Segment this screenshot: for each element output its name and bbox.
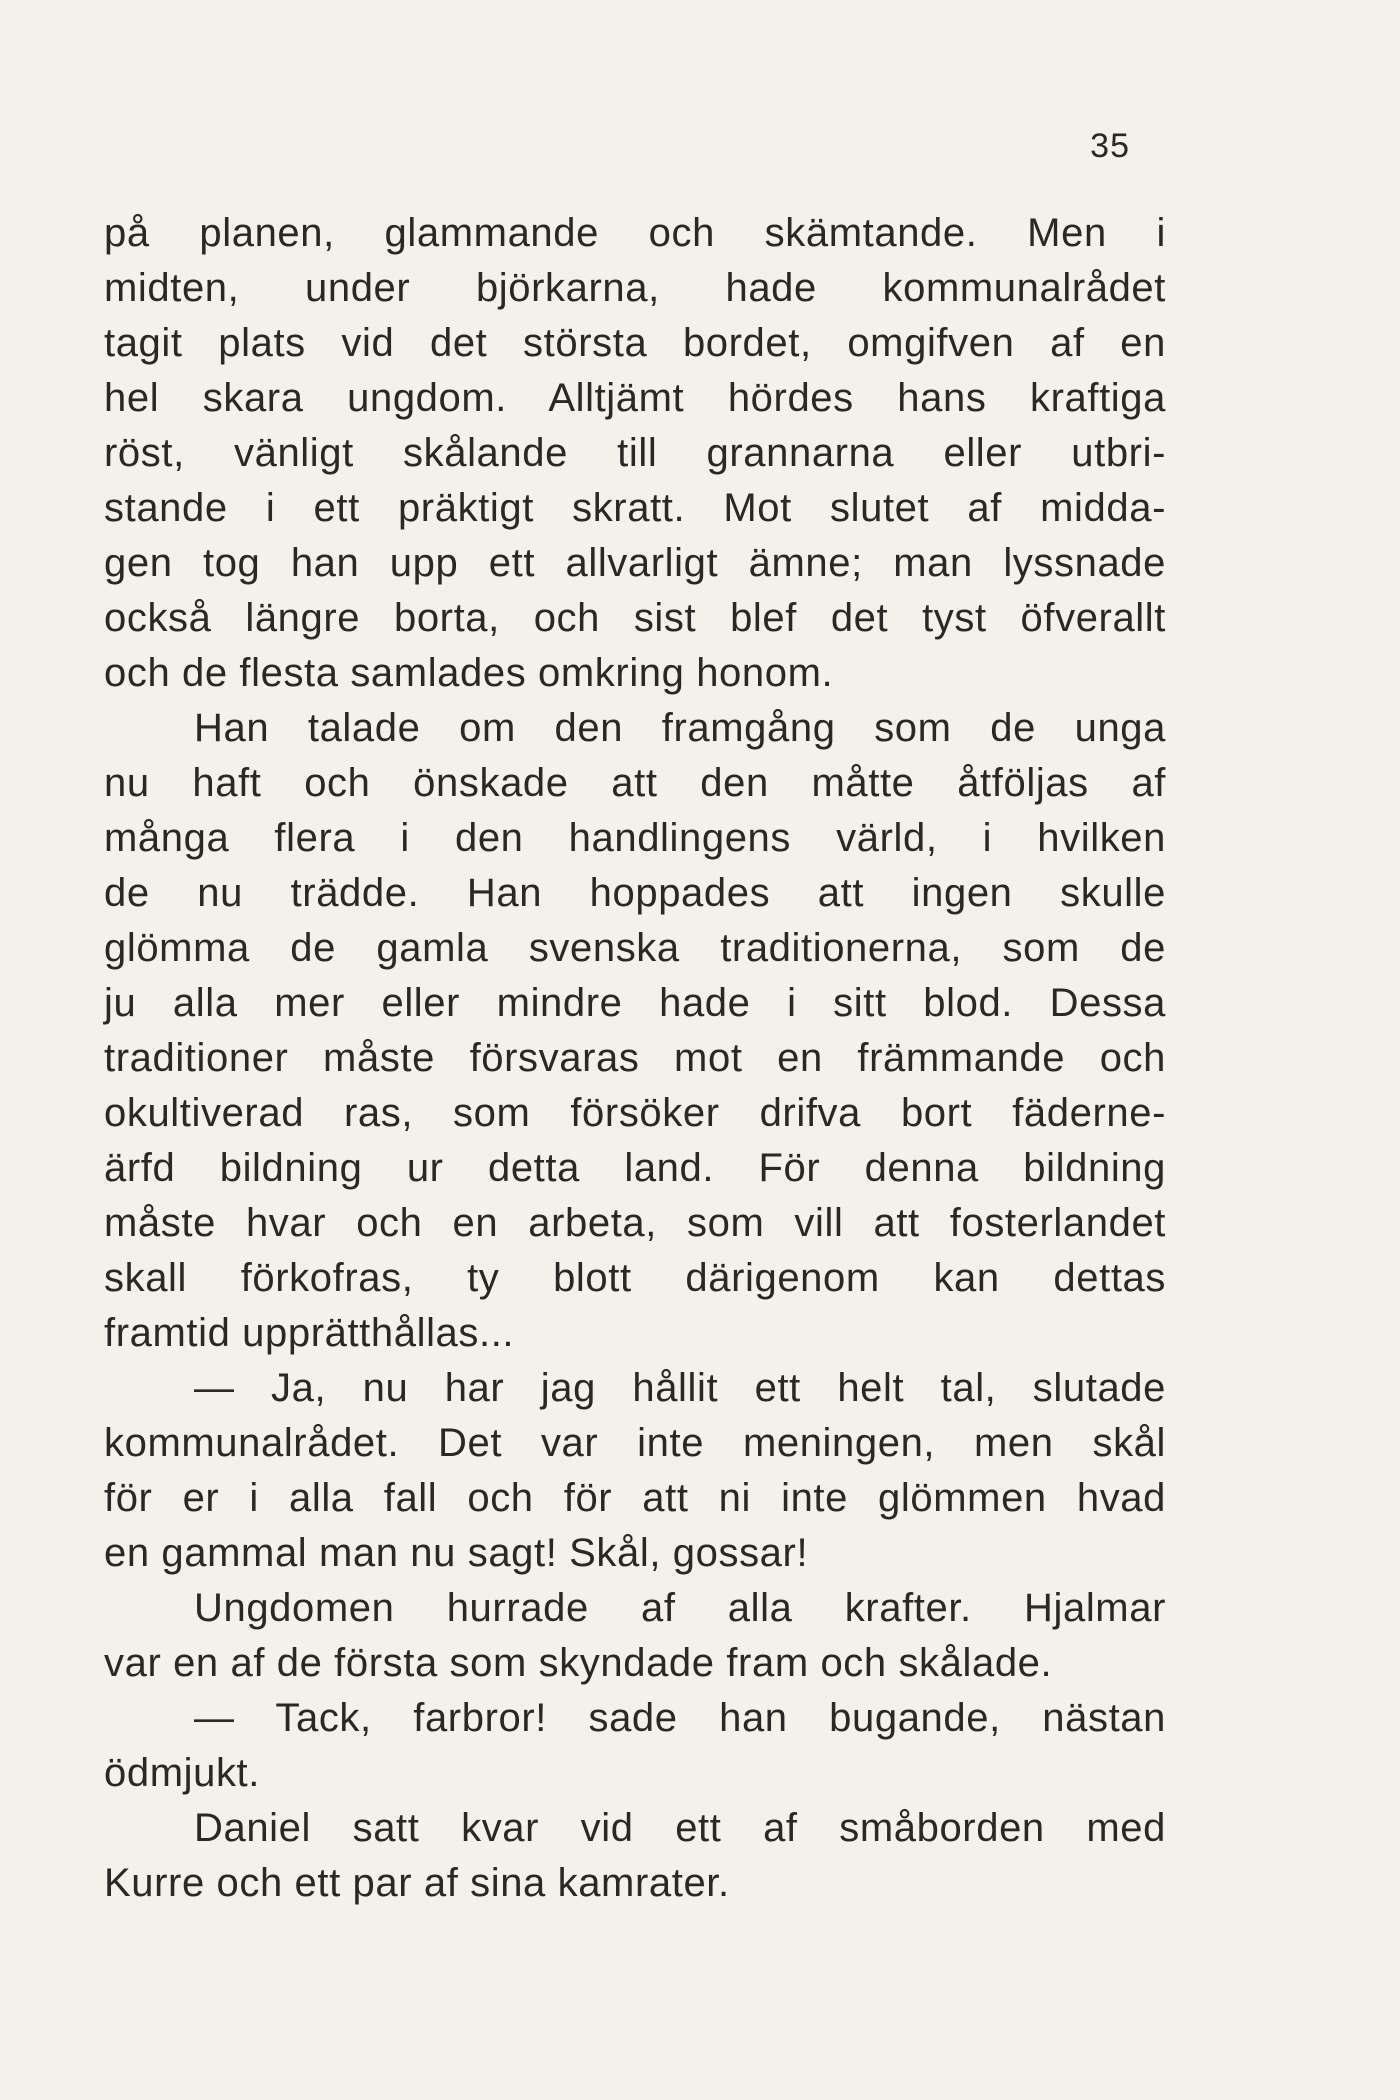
text-line: också längre borta, och sist blef det tyst öfverallt — [104, 596, 1166, 640]
text-line: och de flesta samlades omkring honom. — [104, 651, 834, 695]
text-line: ärfd bildning ur detta land. För denna bildning — [104, 1146, 1166, 1190]
text-line: Han talade om den framgång som de unga — [194, 706, 1166, 750]
body-text — [104, 206, 1166, 1911]
text-line: Kurre och ett par af sina kamrater. — [104, 1861, 730, 1905]
text-line: glömma de gamla svenska traditionerna, som de — [104, 926, 1166, 970]
text-line: för er i alla fall och för att ni inte glömmen hvad — [104, 1476, 1166, 1520]
text-line: hel skara ungdom. Alltjämt hördes hans kraftiga — [104, 376, 1166, 420]
text-line: gen tog han upp ett allvarligt ämne; man lyssnade — [104, 541, 1166, 585]
text-line: midten, under björkarna, hade kommunalrådet — [104, 266, 1166, 310]
text-line: många flera i den handlingens värld, i hvilken — [104, 816, 1166, 860]
text-line: — Ja, nu har jag hållit ett helt tal, slutade — [194, 1366, 1166, 1410]
text-line: stande i ett präktigt skratt. Mot slutet af midda- — [104, 486, 1166, 530]
text-line: Daniel satt kvar vid ett af småborden med — [194, 1806, 1166, 1850]
text-line: var en af de första som skyndade fram och skålade. — [104, 1641, 1053, 1685]
text-line: okultiverad ras, som försöker drifva bort fäderne- — [104, 1091, 1166, 1135]
text-line: skall förkofras, ty blott därigenom kan dettas — [104, 1256, 1166, 1300]
text-line: måste hvar och en arbeta, som vill att fosterlandet — [104, 1201, 1166, 1245]
text-line: de nu trädde. Han hoppades att ingen skulle — [104, 871, 1166, 915]
text-line: framtid upprätthållas... — [104, 1311, 515, 1355]
text-line: traditioner måste försvaras mot en främmande och — [104, 1036, 1166, 1080]
text-line: på planen, glammande och skämtande. Men i — [104, 211, 1166, 255]
text-line: tagit plats vid det största bordet, omgifven af en — [104, 321, 1166, 365]
text-line: röst, vänligt skålande till grannarna eller utbri- — [104, 431, 1166, 475]
text-line: ju alla mer eller mindre hade i sitt blod. Dessa — [104, 981, 1166, 1025]
page-number: 35 — [1090, 127, 1130, 165]
text-line: en gammal man nu sagt! Skål, gossar! — [104, 1531, 809, 1575]
text-line: Ungdomen hurrade af alla krafter. Hjalmar — [194, 1586, 1166, 1630]
text-line: kommunalrådet. Det var inte meningen, men skål — [104, 1421, 1166, 1465]
text-line: ödmjukt. — [104, 1751, 260, 1795]
text-line: — Tack, farbror! sade han bugande, nästan — [194, 1696, 1166, 1740]
text-line: nu haft och önskade att den måtte åtföljas af — [104, 761, 1166, 805]
